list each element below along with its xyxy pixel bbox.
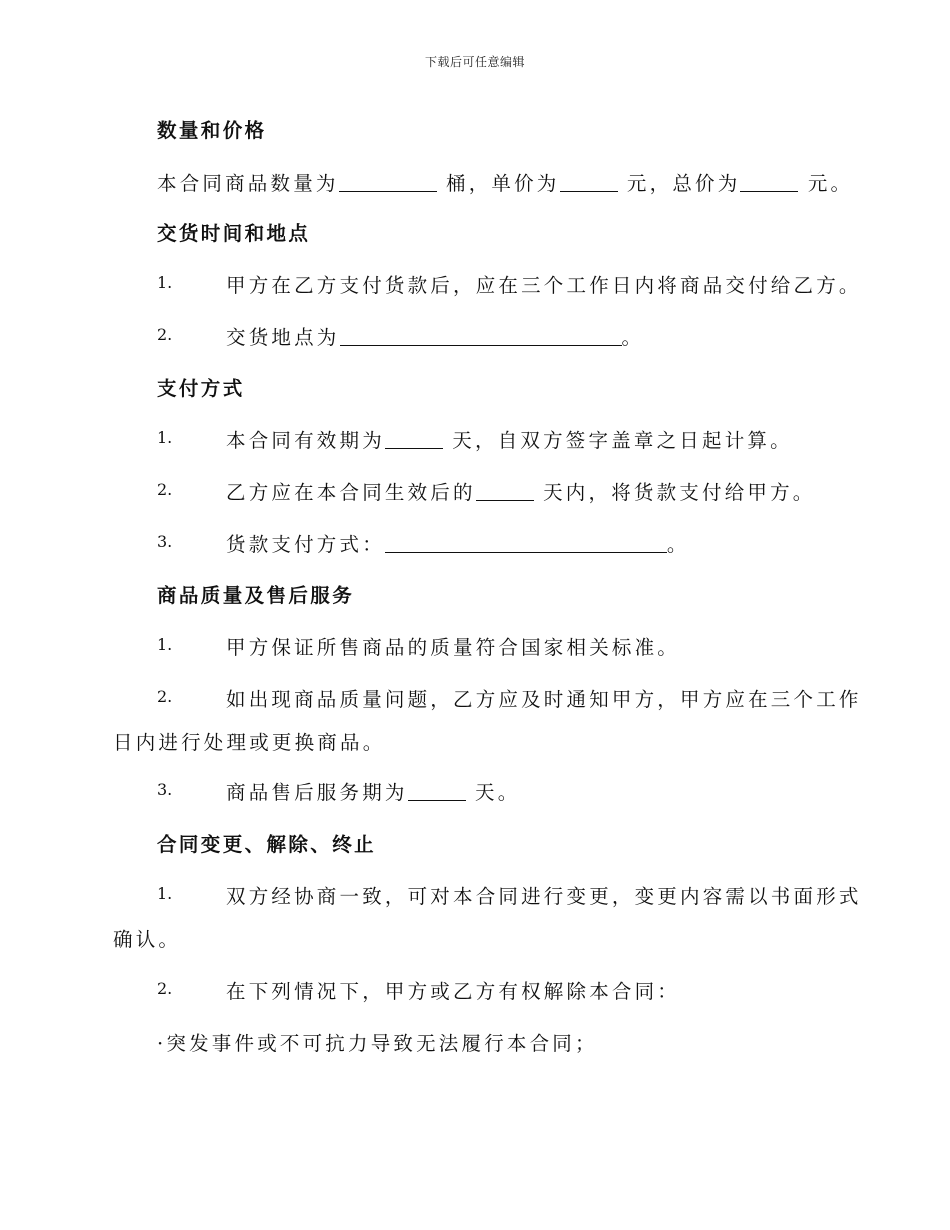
item-number: 3.	[157, 532, 173, 551]
section-title-quality: 商品质量及售后服务	[157, 584, 355, 607]
after-sales-days-blank	[408, 781, 466, 802]
quality-item-2-line-1: 如出现商品质量问题，乙方应及时通知甲方，甲方应在三个工作	[226, 688, 862, 711]
section-title-delivery: 交货时间和地点	[157, 222, 311, 245]
item-number: 1.	[157, 273, 173, 292]
text-segment: 本合同有效期为	[226, 429, 385, 452]
item-number: 1.	[157, 884, 173, 903]
total-price-blank	[740, 172, 798, 193]
item-number: 2.	[157, 480, 173, 499]
quality-item-2-line-2: 日内进行处理或更换商品。	[113, 731, 386, 754]
item-number: 2.	[157, 979, 173, 998]
section-title-quantity-price: 数量和价格	[157, 119, 267, 142]
item-number: 1.	[157, 635, 173, 654]
section-title-change-termination: 合同变更、解除、终止	[157, 833, 377, 856]
change-item-2: 在下列情况下，甲方或乙方有权解除本合同：	[226, 980, 681, 1003]
payment-item-3	[226, 529, 690, 557]
text-segment: 交货地点为	[226, 326, 340, 349]
change-item-1-line-2: 确认。	[113, 928, 182, 951]
text-segment: 货款支付方式：	[226, 533, 385, 556]
quality-item-3	[226, 777, 520, 805]
delivery-item-2	[226, 322, 644, 350]
text-segment: 商品售后服务期为	[226, 781, 408, 804]
payment-days-blank	[476, 481, 534, 502]
change-item-1-line-1: 双方经协商一致，可对本合同进行变更，变更内容需以书面形式	[226, 885, 862, 908]
quantity-price-paragraph	[157, 168, 854, 196]
page-header: 下载后可任意编辑	[424, 55, 525, 69]
text-segment: 天内，将货款支付给甲方。	[533, 481, 816, 504]
quantity-blank	[339, 172, 437, 193]
text-segment: 元，总价为	[617, 172, 741, 195]
item-number: 2.	[157, 687, 173, 706]
bullet-item: ·突发事件或不可抗力导致无法履行本合同；	[157, 1032, 598, 1055]
text-segment: 本合同商品数量为	[157, 172, 339, 195]
section-title-payment: 支付方式	[157, 377, 245, 400]
text-segment: 。	[621, 326, 645, 349]
item-number: 2.	[157, 325, 173, 344]
validity-days-blank	[385, 429, 443, 450]
item-number: 3.	[157, 780, 173, 799]
quality-item-1: 甲方保证所售商品的质量符合国家相关标准。	[226, 636, 681, 659]
text-segment: 元。	[798, 172, 854, 195]
delivery-item-1: 甲方在乙方支付货款后，应在三个工作日内将商品交付给乙方。	[226, 274, 862, 297]
payment-item-2	[226, 477, 816, 505]
item-number: 1.	[157, 428, 173, 447]
unit-price-blank	[560, 172, 618, 193]
text-segment: 。	[666, 533, 690, 556]
text-segment: 天，自双方签字盖章之日起计算。	[442, 429, 793, 452]
text-segment: 乙方应在本合同生效后的	[226, 481, 476, 504]
delivery-location-blank	[340, 326, 622, 347]
text-segment: 天。	[465, 781, 521, 804]
text-segment: 桶，单价为	[436, 172, 560, 195]
payment-method-blank	[385, 533, 667, 554]
payment-item-1	[226, 425, 793, 453]
